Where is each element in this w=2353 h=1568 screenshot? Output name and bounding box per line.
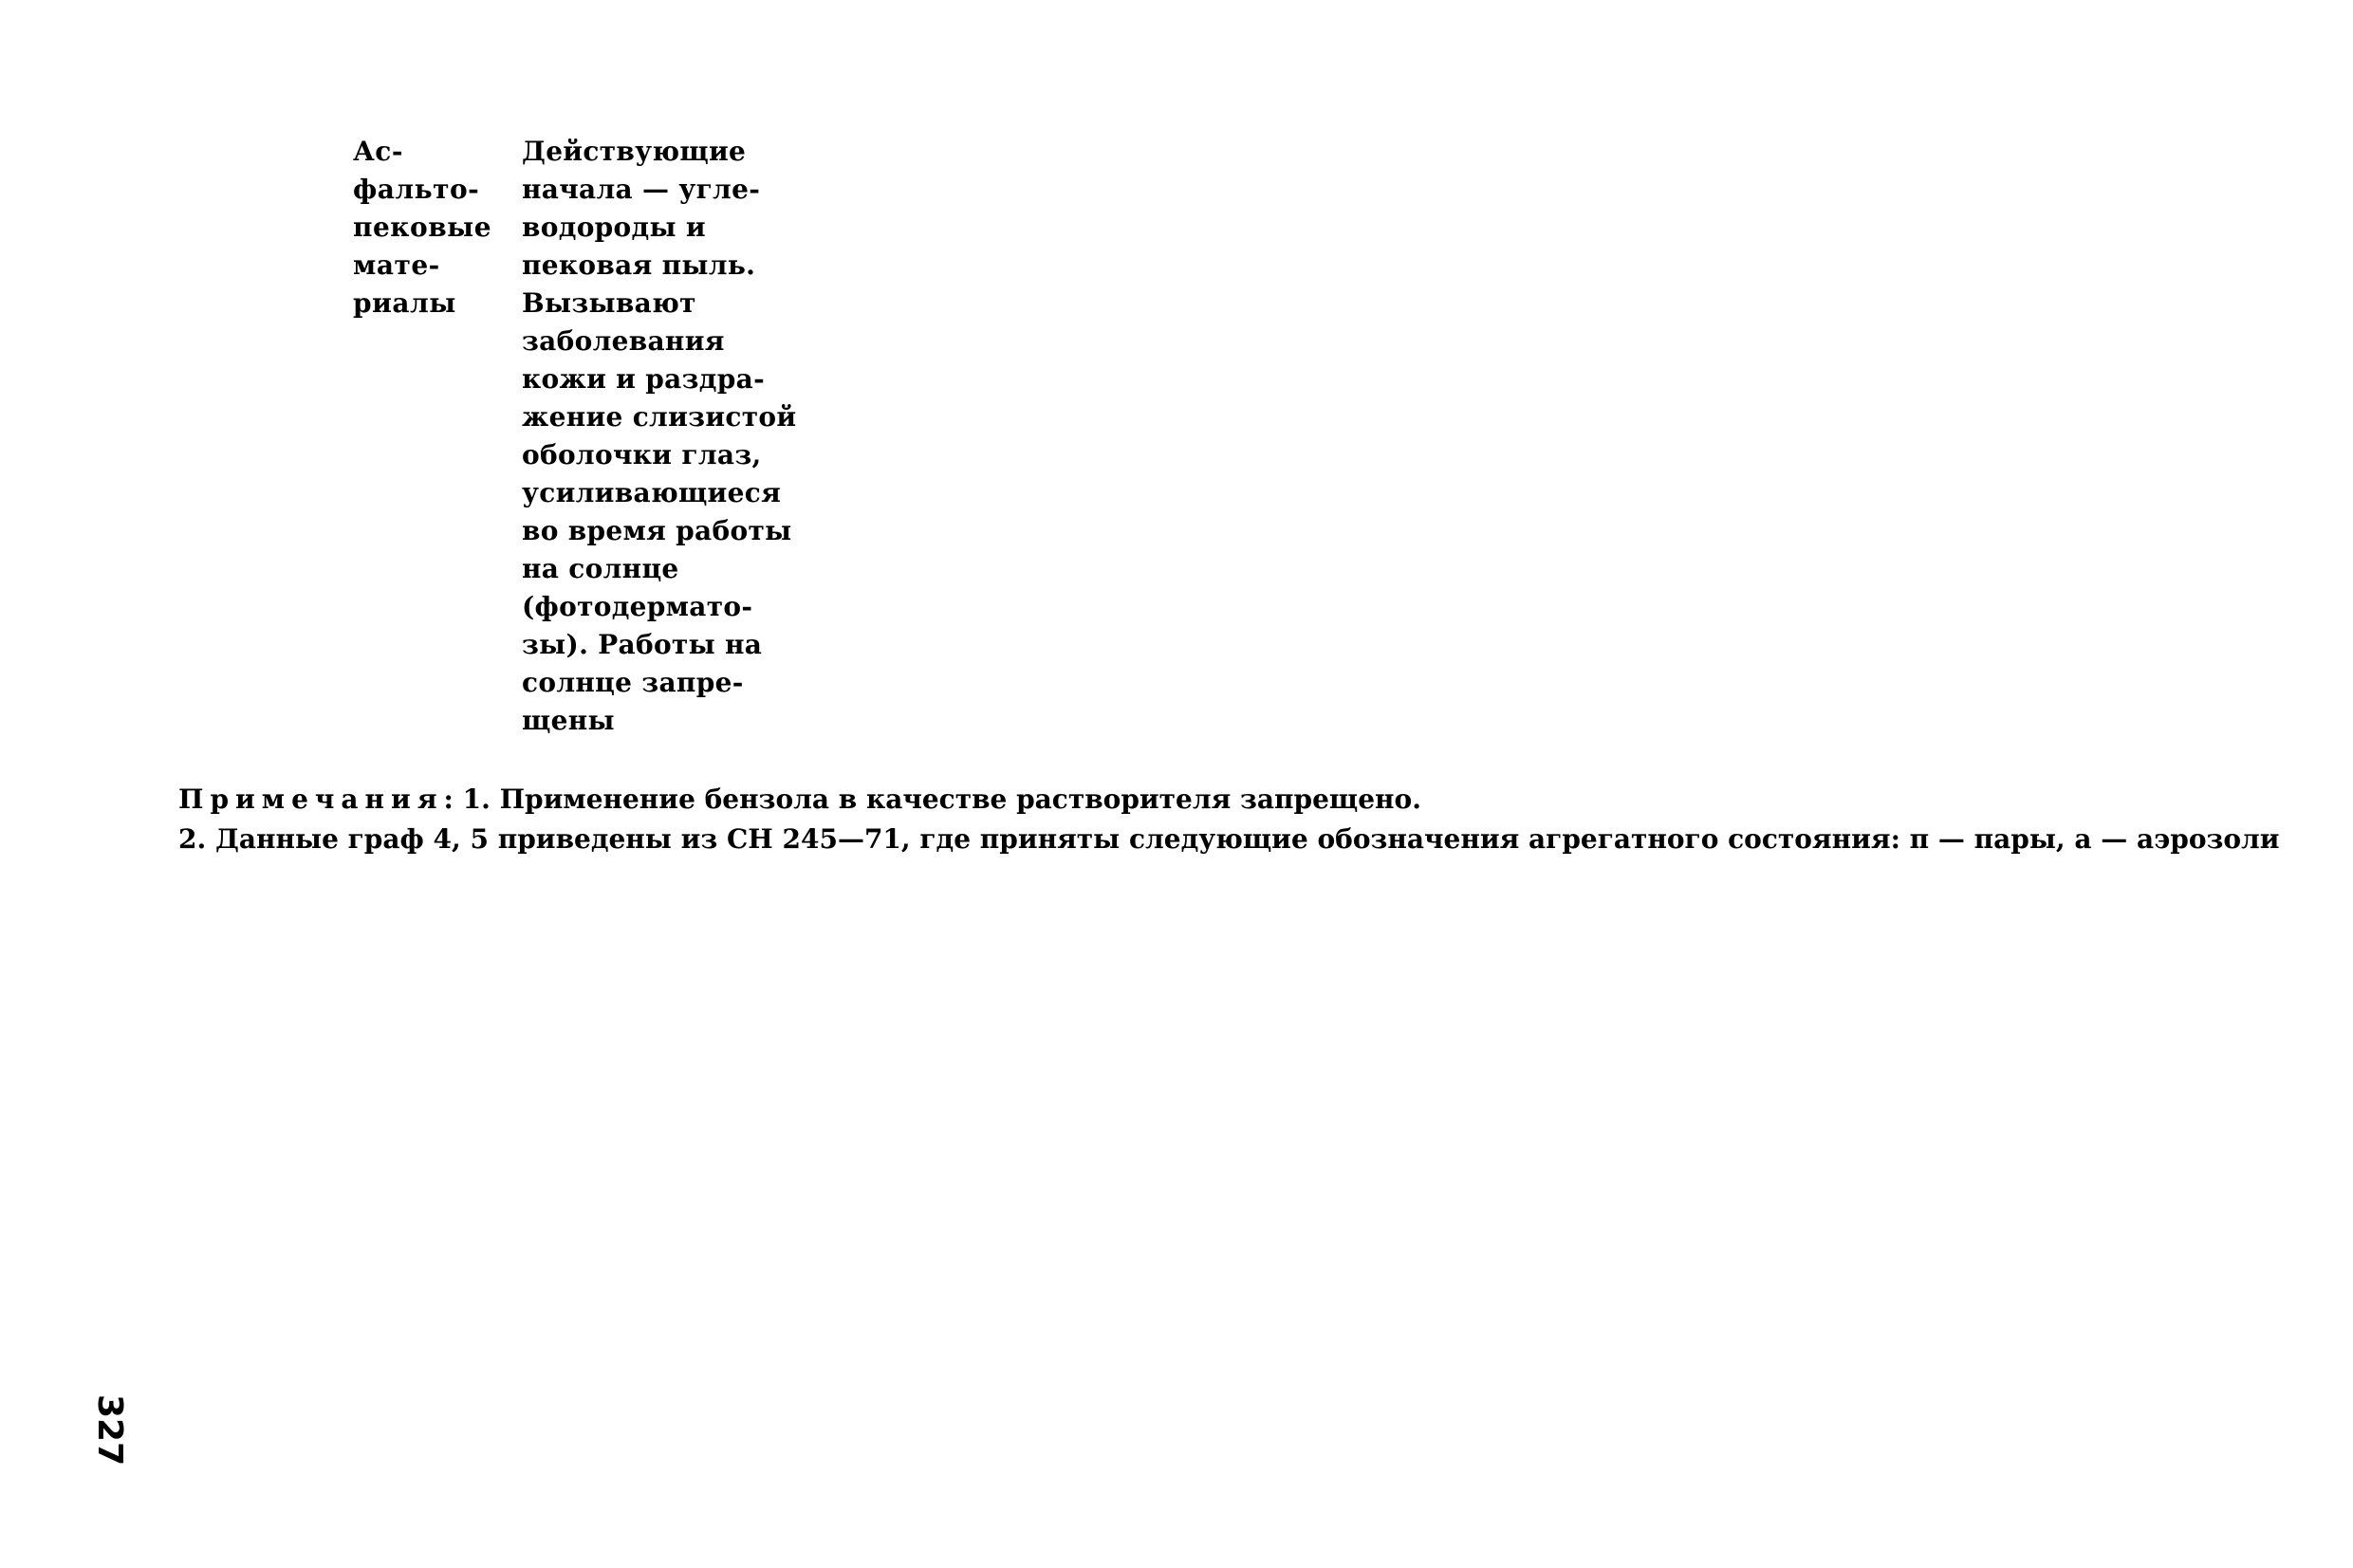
note-2: 2. Данные граф 4, 5 приведены из СН 245—71, где приняты следующие обозначения агрегатного состояния: п — пары, а — аэрозоли bbox=[178, 823, 2280, 855]
effect-line: кожи и раздра- bbox=[522, 363, 765, 395]
effect-cell bbox=[522, 133, 806, 740]
effect-line: зы). Работы на bbox=[522, 629, 763, 660]
effect-line: усиливающиеся bbox=[522, 477, 782, 508]
effect-line: щены bbox=[522, 705, 615, 736]
note-1 bbox=[178, 780, 2280, 820]
material-line: риалы bbox=[353, 287, 456, 319]
effect-line: пековая пыль. bbox=[522, 249, 756, 281]
note-1-text: : 1. Применение бензола в качестве растворителя запрещено. bbox=[443, 784, 1421, 815]
material-line: мате- bbox=[353, 249, 440, 281]
effect-line: солнце запре- bbox=[522, 667, 744, 698]
material-line: пековые bbox=[353, 212, 492, 243]
effect-line: начала — угле- bbox=[522, 174, 761, 205]
effect-line: заболевания bbox=[522, 325, 725, 357]
material-line: фальто- bbox=[353, 174, 480, 205]
notes-title: Примечания bbox=[178, 784, 444, 815]
effect-line: оболочки глаз, bbox=[522, 439, 762, 470]
effect-line: Действующие bbox=[522, 136, 747, 167]
page-number: 327 bbox=[90, 1394, 129, 1467]
effect-line: на солнце bbox=[522, 553, 679, 584]
effect-line: жение слизистой bbox=[522, 401, 797, 433]
material-line: Ас- bbox=[353, 136, 403, 167]
effect-line: водороды и bbox=[522, 212, 706, 243]
notes-section bbox=[178, 780, 2280, 859]
table-row-fragment bbox=[353, 133, 806, 740]
material-cell bbox=[353, 133, 522, 323]
effect-line: (фотодермато- bbox=[522, 591, 753, 622]
effect-line: Вызывают bbox=[522, 287, 696, 319]
effect-line: во время работы bbox=[522, 515, 792, 546]
